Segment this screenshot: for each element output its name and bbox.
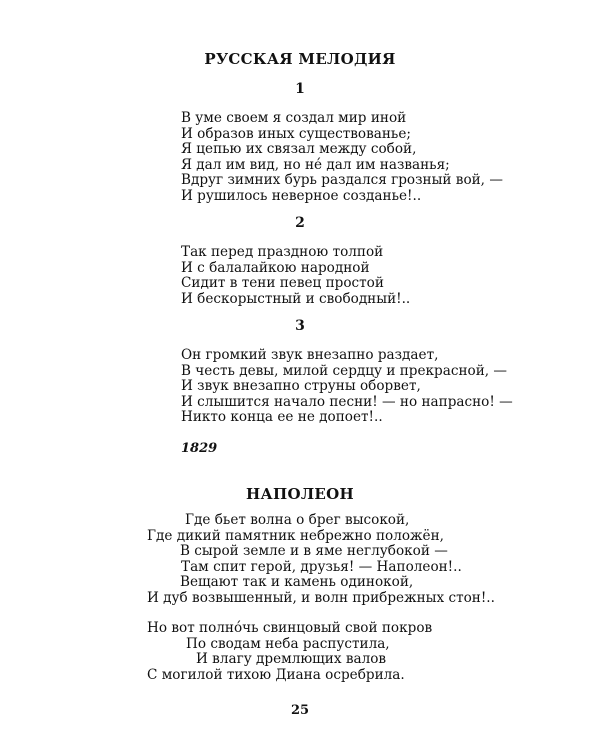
verse-line: Но вот полнóчь свинцовый свой покров — [147, 620, 433, 636]
verse-line: И с балалайкою народной — [181, 259, 370, 276]
verse-line: И образов иных существованье; — [181, 125, 411, 142]
verse-line: В уме своем я создал мир иной — [181, 110, 407, 126]
verse-line: Он громкий звук внезапно раздает, — [181, 347, 439, 363]
section-number-2: 2 — [295, 215, 305, 231]
verse-line: Никто конца ее не допоет!.. — [181, 409, 383, 426]
section-number-3: 3 — [295, 318, 305, 334]
verse-line: Вдруг зимних бурь раздался грозный вой, — — [181, 172, 503, 189]
poem-title-napoleon: НАПОЛЕОН — [246, 485, 354, 503]
verse-line: Где дикий памятник небрежно положён, — [147, 527, 444, 544]
verse-line: Где бьет волна о брег высокой, — [185, 512, 410, 528]
section-number-1: 1 — [295, 81, 305, 97]
napoleon-stanza-2 — [147, 621, 432, 683]
poem-date: 1829 — [181, 441, 218, 456]
stanza-1 — [181, 111, 503, 205]
verse-line: И дуб возвышенный, и волн прибрежных стон!.. — [147, 589, 495, 606]
verse-line: В честь девы, милой сердцу и прекрасной, — — [181, 362, 507, 379]
verse-line: Я цепью их связал между собой, — [181, 141, 417, 158]
verse-line: Я дал им вид, но нé дал им названья; — [181, 156, 450, 173]
verse-line: С могилой тихою Диана осребрила. — [147, 666, 405, 683]
verse-line: По сводам неба распустила, — [186, 635, 390, 652]
verse-line: И слышится начало песни! — но напрасно! — — [181, 393, 513, 410]
poem-title-russian-melody: РУССКАЯ МЕЛОДИЯ — [204, 50, 396, 68]
verse-line: И звук внезапно струны оборвет, — [181, 378, 421, 395]
page-number: 25 — [290, 703, 310, 718]
verse-line: Там спит герой, друзья! — Наполеон!.. — [181, 558, 462, 575]
verse-line: И рушилось неверное созданье!.. — [181, 187, 422, 204]
stanza-2 — [181, 245, 410, 307]
stanza-3 — [181, 348, 513, 426]
verse-line: Так перед праздною толпой — [181, 244, 384, 260]
verse-line: И влагу дремлющих валов — [196, 651, 387, 668]
verse-line: Вещают так и камень одинокой, — [180, 574, 414, 591]
verse-line: И бескорыстный и свободный!.. — [181, 290, 411, 307]
napoleon-stanza-1 — [147, 513, 495, 607]
verse-line: Сидит в тени певец простой — [181, 275, 384, 292]
verse-line: В сырой земле и в яме неглубокой — — [180, 543, 448, 560]
